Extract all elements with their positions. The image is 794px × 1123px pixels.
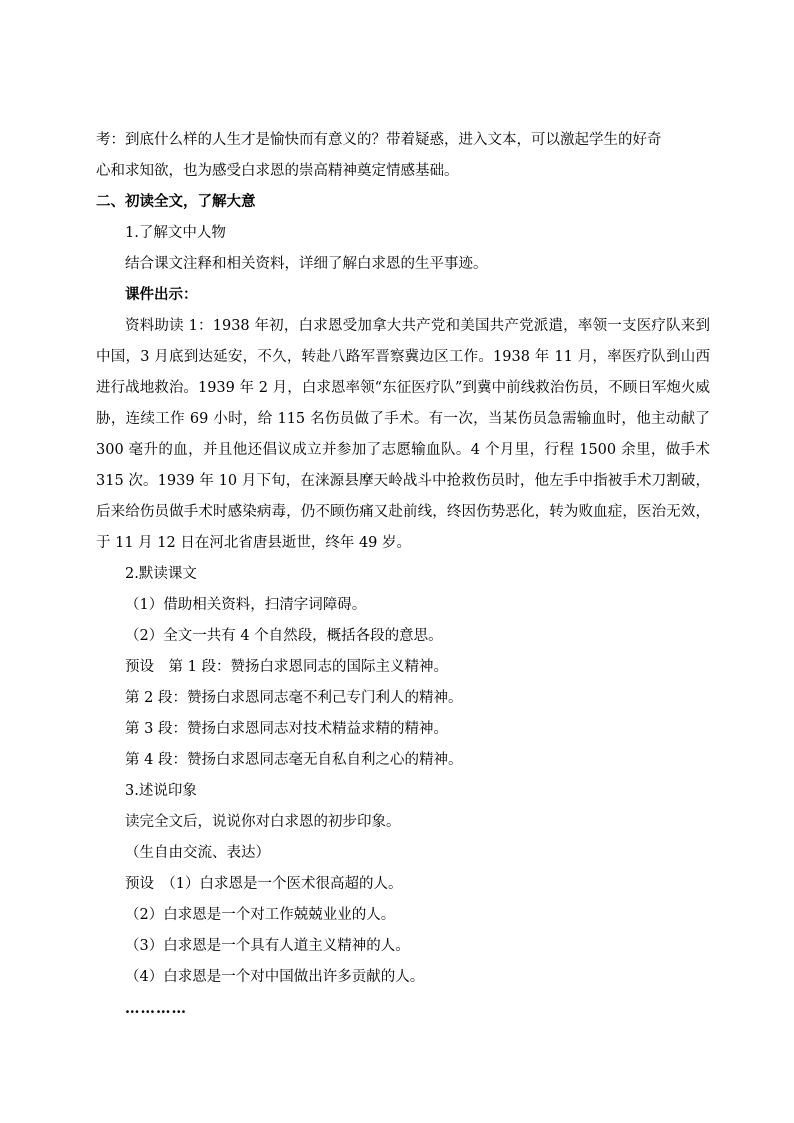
document-body [96,125,710,1024]
item3-text: 读完全文后，说说你对白求恩的初步印象。 [125,814,401,830]
item2-paragraph-3: 第 3 段：赞扬白求恩同志对技术精益求精的精神。 [125,721,448,737]
reading-material-paragraph: 资料助读 1：1938 年初，白求恩受加拿大共产党和美国共产党派遣，率领一支医疗队来到中国，3 月底到达延安，不久，转赴八路军晋察冀边区工作。1938 年 11 月，率医疗队到山西进行战地救治。1939 年 2 月，白求恩率领“东征医疗队”到冀中前线救治伤员，不顾日军炮火威胁，连续工作 69 小时，给 115 名伤员做了手术。有一次，当某伤员急需输血时，他主动献了 300 毫升的血，并且他还倡议成立并参加了志愿输血队。4 个月里，行程 1500 余里，做手术 315 次。1939 年 10 月下旬，在涞源县摩天岭战斗中抢救伤员时，他左手中指被手术刀割破，后来给伤员做手术时感染病毒，仍不顾伤痛又赴前线，终因伤势恶化，转为败血症，医治无效，于 11 月 12 日在河北省唐县逝世，终年 49 岁。 [96,318,710,551]
item2-paragraph-4: 第 4 段：赞扬白求恩同志毫无自私自利之心的精神。 [125,752,463,768]
item3-preset-2: （2）白求恩是一个对工作兢兢业业的人。 [125,907,396,923]
item2-title: 2.默读课文 [125,566,197,582]
item3-title: 3.述说印象 [125,783,197,799]
item1-title: 1.了解文中人物 [125,225,226,241]
item3-preset-4: （4）白求恩是一个对中国做出许多贡献的人。 [125,969,425,985]
intro-line-1: 考：到底什么样的人生才是愉快而有意义的？带着疑惑，进入文本，可以激起学生的好奇 [96,132,662,148]
item2-preset: 预设 第 1 段：赞扬白求恩同志的国际主义精神。 [125,659,448,675]
item2-step-2: （2）全文一共有 4 个自然段，概括各段的意思。 [125,628,443,644]
item3-note: （生自由交流、表达） [125,845,270,861]
item3-preset-3: （3）白求恩是一个具有人道主义精神的人。 [125,938,410,954]
item1-text: 结合课文注释和相关资料，详细了解白求恩的生平事迹。 [125,256,488,272]
ellipsis: ………… [125,1000,187,1017]
item3-preset-1: 预设 （1）白求恩是一个医术很高超的人。 [125,876,403,892]
section-heading: 二、初读全文，了解大意 [96,194,256,210]
courseware-label: 课件出示： [125,287,198,303]
item2-paragraph-2: 第 2 段：赞扬白求恩同志毫不利己专门利人的精神。 [125,690,463,706]
item2-step-1: （1）借助相关资料，扫清字词障碍。 [125,597,367,613]
intro-line-2: 心和求知欲，也为感受白求恩的崇高精神奠定情感基础。 [96,163,459,179]
